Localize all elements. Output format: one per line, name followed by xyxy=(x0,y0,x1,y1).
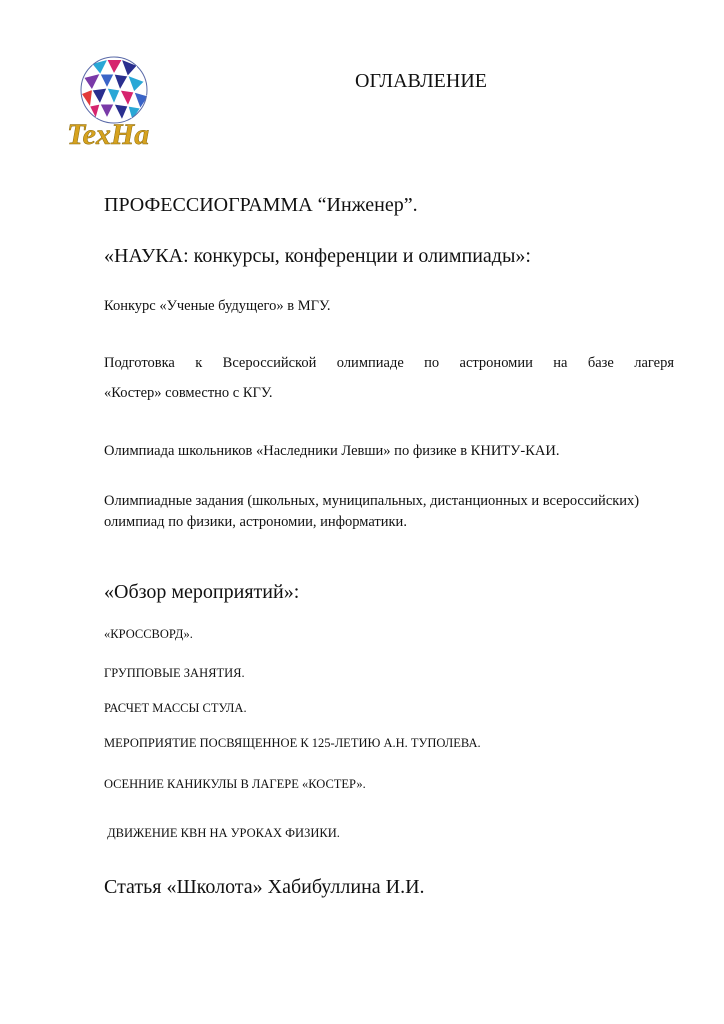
section-science-heading: «НАУКА: конкурсы, конференции и олимпиады»: xyxy=(104,245,531,267)
page-title: ОГЛАВЛЕНИЕ xyxy=(355,70,487,92)
geodesic-sphere-icon xyxy=(62,50,172,150)
section-article: Статья «Школота» Хабибуллина И.И. xyxy=(104,876,425,898)
science-item xyxy=(104,348,674,408)
science-item-line: «Костер» совместно с КГУ. xyxy=(104,385,273,401)
section-profession: ПРОФЕССИОГРАММА “Инженер”. xyxy=(104,194,418,216)
texna-logo xyxy=(62,50,172,150)
event-item: МЕРОПРИЯТИЕ ПОСВЯЩЕННОЕ К 125-ЛЕТИЮ А.Н. ТУПОЛЕВА. xyxy=(104,736,481,750)
event-item: «КРОССВОРД». xyxy=(104,627,193,641)
section-events-heading: «Обзор мероприятий»: xyxy=(104,581,300,603)
event-item: ДВИЖЕНИЕ КВН НА УРОКАХ ФИЗИКИ. xyxy=(104,826,340,840)
svg-text:TexHa: TexHa xyxy=(67,118,150,150)
event-item: РАСЧЕТ МАССЫ СТУЛА. xyxy=(104,701,247,715)
science-item: Олимпиадные задания (школьных, муниципальных, дистанционных и всероссийских) олимпиад по физики, астрономии, информатики. xyxy=(104,493,640,530)
event-item: ГРУППОВЫЕ ЗАНЯТИЯ. xyxy=(104,666,245,680)
science-item: Олимпиада школьников «Наследники Левши» по физике в КНИТУ-КАИ. xyxy=(104,443,560,459)
event-item: ОСЕННИЕ КАНИКУЛЫ В ЛАГЕРЕ «КОСТЕР». xyxy=(104,777,366,791)
science-item: Конкурс «Ученые будущего» в МГУ. xyxy=(104,298,331,314)
science-item-line: Подготовка к Всероссийской олимпиаде по астрономии на базе лагеря xyxy=(104,355,674,371)
